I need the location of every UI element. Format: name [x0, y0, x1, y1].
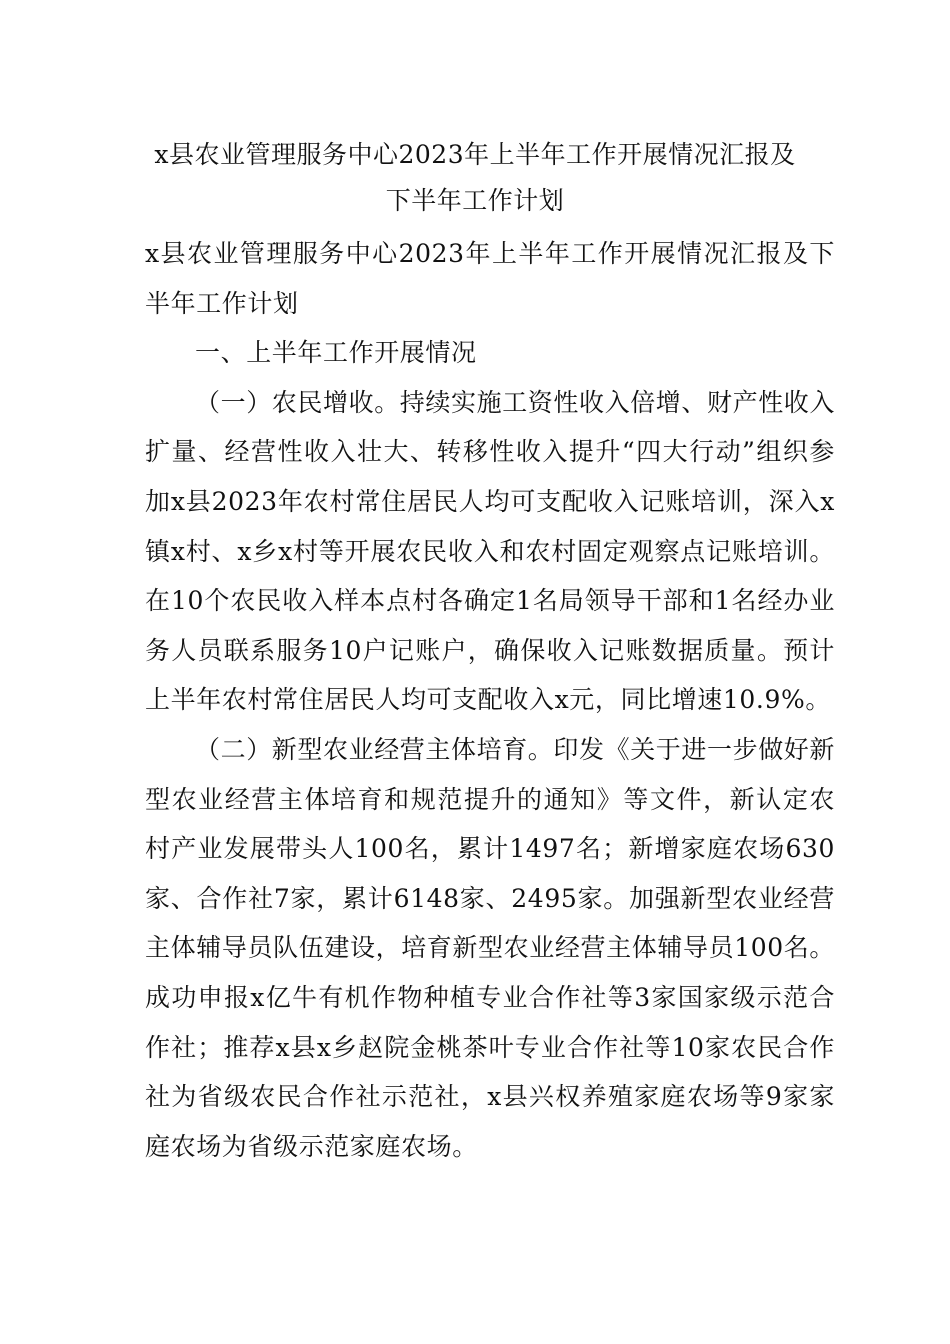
- document-body: [145, 229, 835, 1171]
- paragraph-farmer-income: （一）农民增收。持续实施工资性收入倍增、财产性收入扩量、经营性收入壮大、转移性收入提升“四大行动”组织参加x县2023年农村常住居民人均可支配收入记账培训，深入x镇x村、x乡x村等开展农民收入和农村固定观察点记账培训。在10个农民收入样本点村各确定1名局领导干部和1名经办业务人员联系服务10户记账户，确保收入记账数据质量。预计上半年农村常住居民人均可支配收入x元，同比增速10.9%。: [145, 387, 836, 715]
- section-heading-1: 一、上半年工作开展情况: [195, 338, 477, 368]
- repeated-title: x县农业管理服务中心2023年上半年工作开展情况汇报及下半年工作计划: [145, 239, 835, 318]
- paragraph-new-agricultural-entities: （二）新型农业经营主体培育。印发《关于进一步做好新型农业经营主体培育和规范提升的通知》等文件，新认定农村产业发展带头人100名，累计1497名；新增家庭农场630家、合作社7家，累计6148家、2495家。加强新型农业经营主体辅导员队伍建设，培育新型农业经营主体辅导员100名。成功申报x亿牛有机作物种植专业合作社等3家国家级示范合作社；推荐x县x乡赵院金桃茶叶专业合作社等10家农民合作社为省级农民合作社示范社，x县兴权养殖家庭农场等9家家庭农场为省级示范家庭农场。: [145, 734, 836, 1161]
- title-line-2: 下半年工作计划: [385, 186, 565, 215]
- document-title: [120, 132, 830, 224]
- title-line-1: x县农业管理服务中心2023年上半年工作开展情况汇报及: [154, 140, 796, 169]
